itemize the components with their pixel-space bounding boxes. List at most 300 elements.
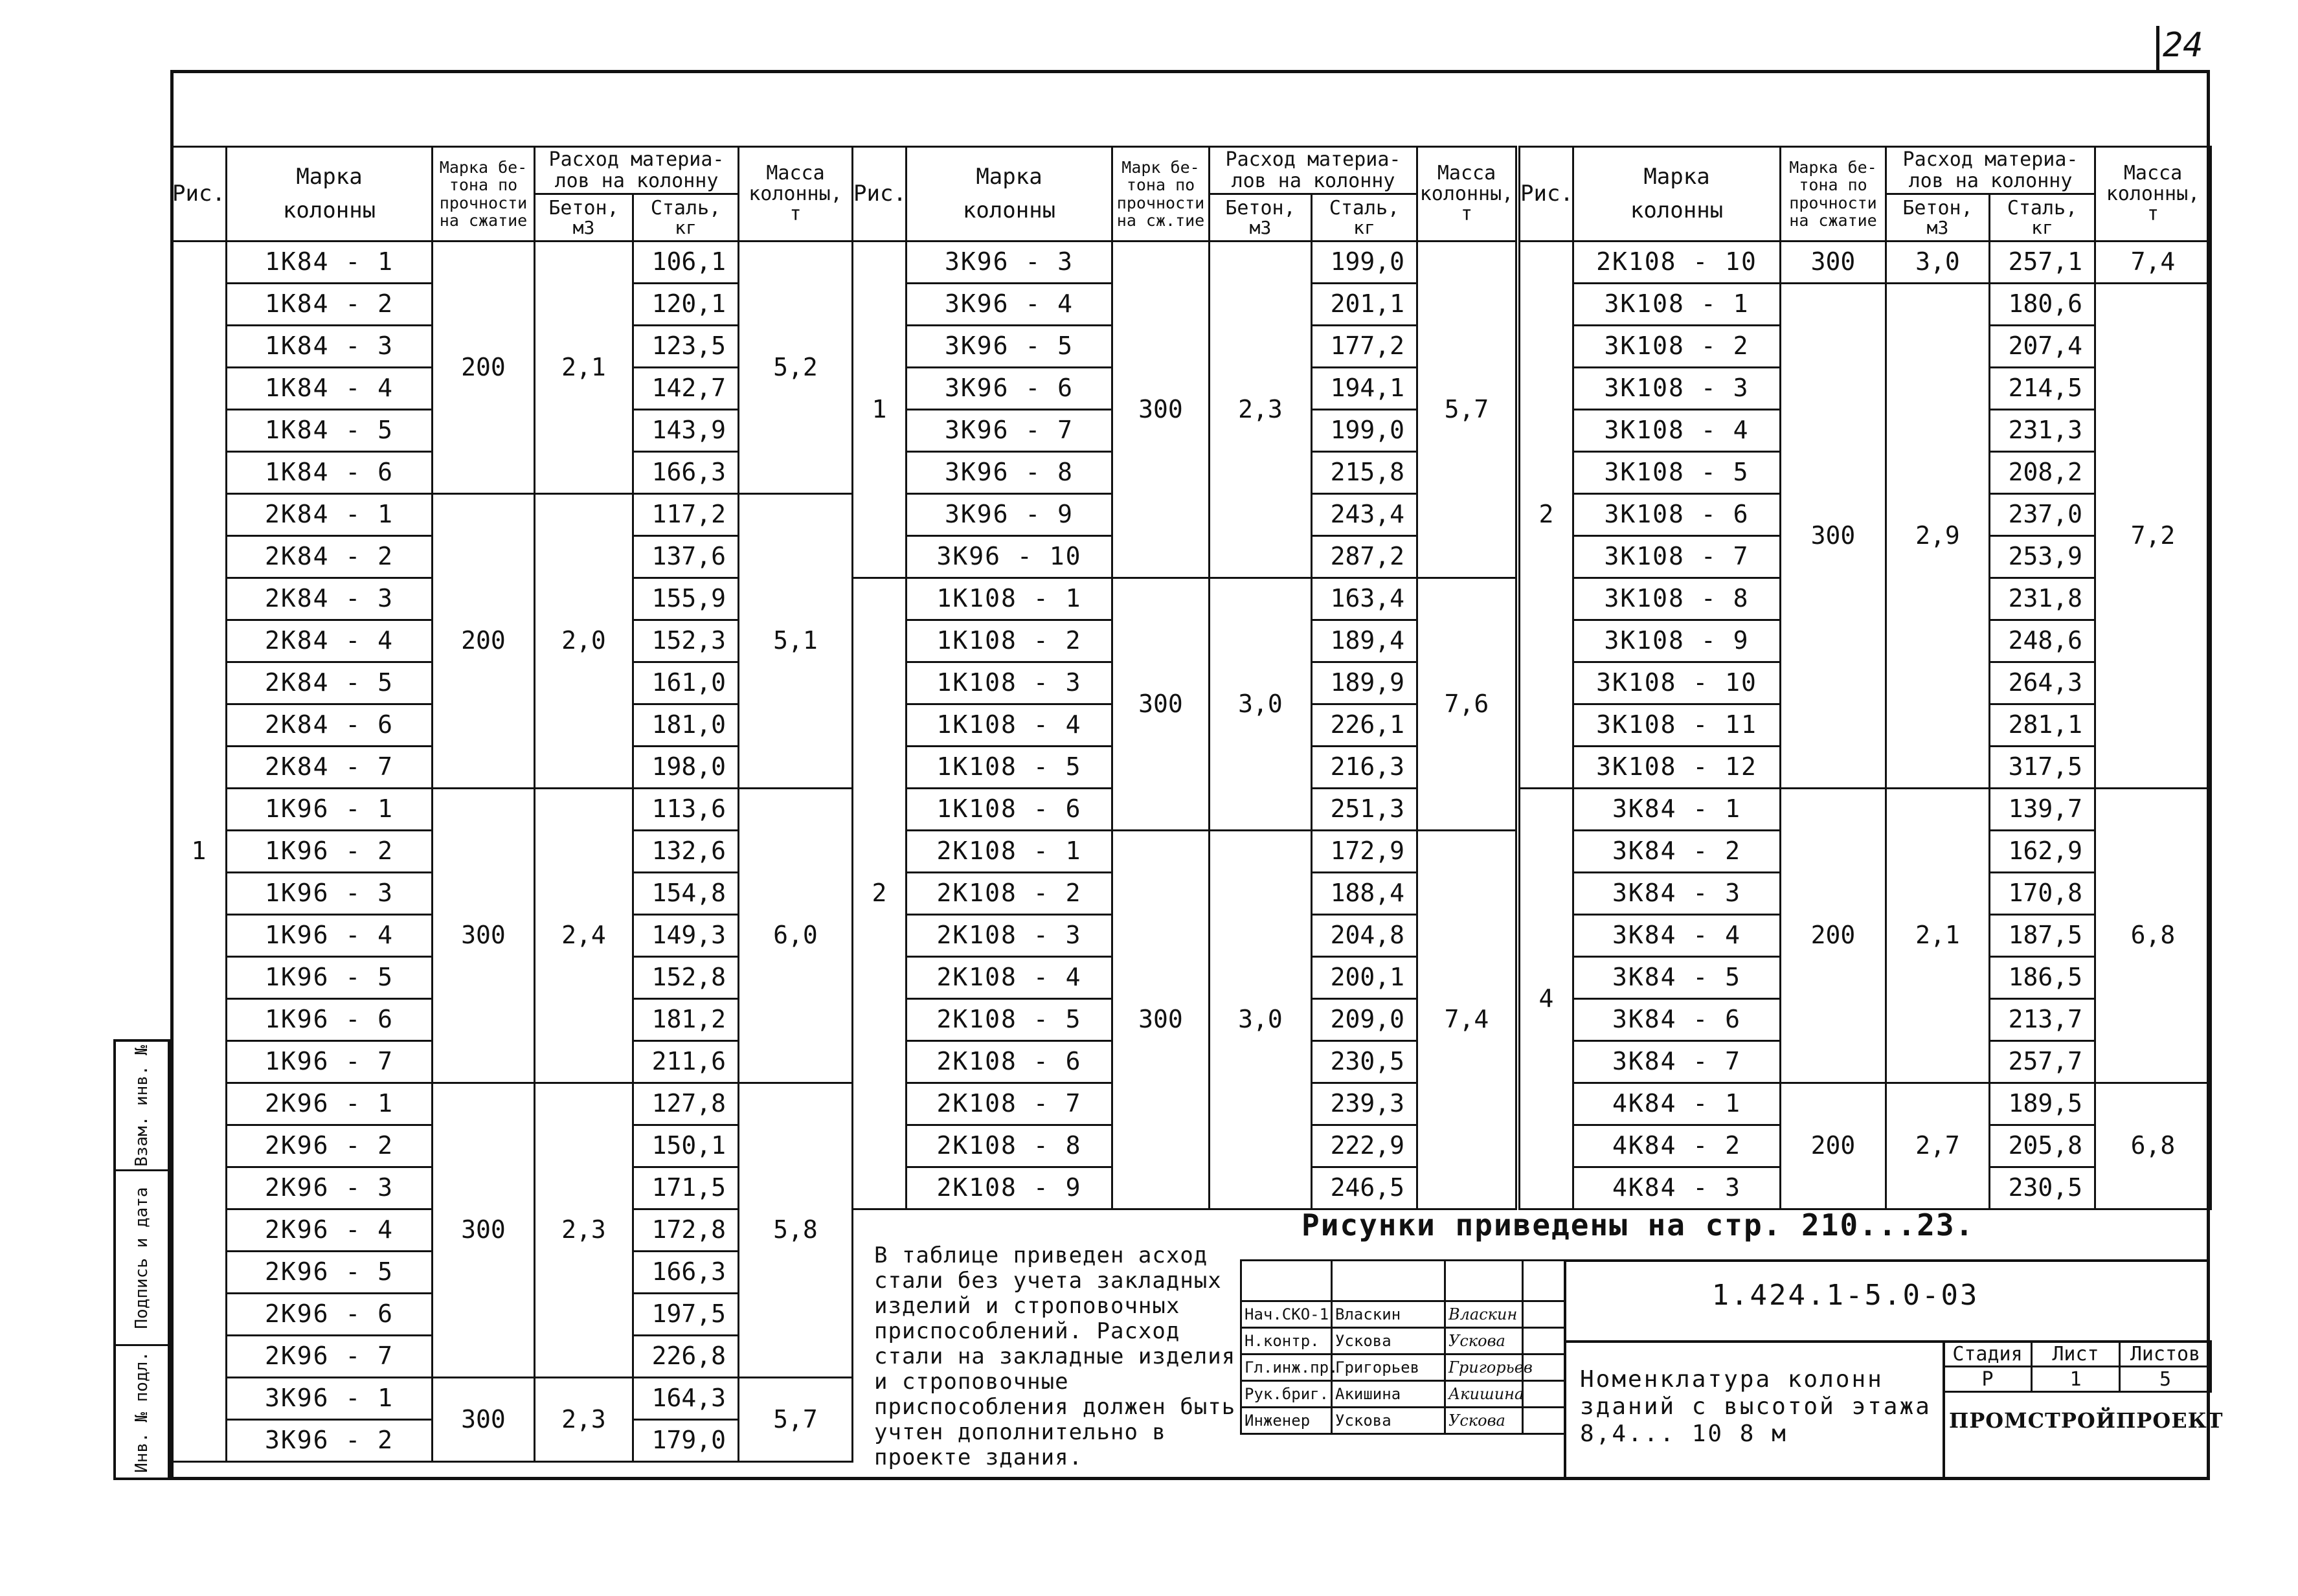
header-grade-line: на сжатие bbox=[439, 211, 528, 230]
table-row bbox=[1520, 1083, 2211, 1125]
signature-name: Ускова bbox=[1332, 1408, 1445, 1434]
steel-weight: 231,3 bbox=[1990, 410, 2095, 452]
signature-row bbox=[1241, 1301, 1565, 1328]
header-steel-line: Сталь, bbox=[2007, 196, 2078, 219]
steel-weight: 189,9 bbox=[1312, 662, 1417, 704]
steel-weight: 123,5 bbox=[633, 326, 739, 368]
table-row bbox=[172, 1083, 853, 1125]
column-mark: 3К96 - 2 bbox=[227, 1420, 433, 1462]
concrete-grade: 300 bbox=[433, 1378, 535, 1462]
column-mark: 1К108 - 4 bbox=[907, 704, 1112, 747]
header-steel-unit: кг bbox=[2031, 217, 2053, 239]
column-mark: 3К96 - 5 bbox=[907, 326, 1112, 368]
figures-reference: Рисунки приведены на стр. 210...23. bbox=[1301, 1208, 1975, 1242]
header-material-usage bbox=[1886, 147, 2095, 194]
column-mark: 1К96 - 3 bbox=[227, 873, 433, 915]
table-row bbox=[1520, 284, 2211, 326]
header-concrete-grade bbox=[1112, 147, 1210, 242]
column-mark: 2К108 - 4 bbox=[907, 957, 1112, 999]
steel-weight: 180,6 bbox=[1990, 284, 2095, 326]
column-mass: 5,7 bbox=[739, 1378, 853, 1462]
header-grade-line: Марк бе- bbox=[1121, 157, 1200, 177]
header-usage-line: лов на колонну bbox=[1231, 170, 1395, 192]
column-mark: 2К96 - 5 bbox=[227, 1252, 433, 1294]
column-mark: 1К84 - 6 bbox=[227, 452, 433, 494]
table-row bbox=[1520, 789, 2211, 831]
column-mark: 1К84 - 5 bbox=[227, 410, 433, 452]
steel-weight: 163,4 bbox=[1312, 578, 1417, 620]
header-fig: Рис. bbox=[1520, 147, 1573, 242]
concrete-volume: 2,4 bbox=[535, 789, 633, 1083]
steel-weight: 231,8 bbox=[1990, 578, 2095, 620]
steel-weight: 198,0 bbox=[633, 747, 739, 789]
header-concrete-unit: м3 bbox=[572, 217, 595, 239]
column-mark: 3К108 - 7 bbox=[1573, 536, 1781, 578]
header-grade-line: на сжатие bbox=[1789, 211, 1877, 230]
column-mark: 2К108 - 5 bbox=[907, 999, 1112, 1041]
steel-weight: 179,0 bbox=[633, 1420, 739, 1462]
header-row bbox=[172, 147, 853, 194]
header-mass bbox=[739, 147, 853, 242]
header-steel bbox=[1990, 194, 2095, 242]
column-mark: 2К96 - 3 bbox=[227, 1167, 433, 1209]
header-usage-line: лов на колонну bbox=[1908, 170, 2073, 192]
header-steel-line: Сталь, bbox=[1329, 196, 1400, 219]
table-row bbox=[172, 242, 853, 284]
signature-role: Н.контр. bbox=[1241, 1328, 1332, 1354]
table-row bbox=[172, 1378, 853, 1420]
concrete-grade: 200 bbox=[433, 494, 535, 789]
header-grade-line: тона по bbox=[1126, 175, 1195, 194]
steel-weight: 186,5 bbox=[1990, 957, 2095, 999]
header-usage-line: Расход материа- bbox=[1225, 148, 1401, 171]
column-mark: 1К84 - 2 bbox=[227, 284, 433, 326]
column-mark: 3К96 - 8 bbox=[907, 452, 1112, 494]
steel-weight: 143,9 bbox=[633, 410, 739, 452]
steel-weight: 200,1 bbox=[1312, 957, 1417, 999]
header-grade-line: Марка бе- bbox=[1789, 157, 1877, 177]
steel-weight: 164,3 bbox=[633, 1378, 739, 1420]
column-mark: 1К84 - 1 bbox=[227, 242, 433, 284]
steel-weight: 181,2 bbox=[633, 999, 739, 1041]
column-mark: 1К96 - 2 bbox=[227, 831, 433, 873]
steel-weight: 281,1 bbox=[1990, 704, 2095, 747]
concrete-volume: 2,3 bbox=[535, 1083, 633, 1378]
column-mark: 3К96 - 6 bbox=[907, 368, 1112, 410]
steel-note: В таблице приведен асход стали без учета закладных изделий и строповочных приспособлений. Расход стали на закладные изделия и строповочные приспособления должен быть учтен дополнительно в проекте здания. bbox=[874, 1242, 1236, 1470]
fig-number: 1 bbox=[853, 242, 907, 578]
stage-label: Стадия bbox=[1944, 1342, 2032, 1367]
steel-weight: 207,4 bbox=[1990, 326, 2095, 368]
signature-block bbox=[1240, 1259, 1566, 1435]
steel-weight: 162,9 bbox=[1990, 831, 2095, 873]
column-mark: 2К108 - 9 bbox=[907, 1167, 1112, 1209]
header-mass-line: Масса bbox=[766, 162, 825, 185]
column-mass: 5,7 bbox=[1417, 242, 1516, 578]
header-grade-line: прочности bbox=[1116, 193, 1205, 212]
sheet-label: Лист bbox=[2032, 1342, 2120, 1367]
sheets-label: Листов bbox=[2120, 1342, 2211, 1367]
steel-weight: 120,1 bbox=[633, 284, 739, 326]
steel-weight: 199,0 bbox=[1312, 242, 1417, 284]
steel-weight: 150,1 bbox=[633, 1125, 739, 1167]
header-usage-line: Расход материа- bbox=[548, 148, 725, 171]
header-steel-line: Сталь, bbox=[650, 196, 721, 219]
column-mark: 3К108 - 4 bbox=[1573, 410, 1781, 452]
column-mark: 2К108 - 6 bbox=[907, 1041, 1112, 1083]
steel-weight: 226,1 bbox=[1312, 704, 1417, 747]
header-grade-line: тона по bbox=[449, 175, 518, 194]
steel-weight: 239,3 bbox=[1312, 1083, 1417, 1125]
signature-name: Власкин bbox=[1332, 1301, 1445, 1328]
column-mark: 2К84 - 3 bbox=[227, 578, 433, 620]
side-label-replace: Взам. инв. № bbox=[132, 1044, 152, 1167]
concrete-volume: 3,0 bbox=[1210, 831, 1312, 1209]
steel-weight: 189,4 bbox=[1312, 620, 1417, 662]
column-mark: 3К96 - 7 bbox=[907, 410, 1112, 452]
header-mass-line: т bbox=[1460, 203, 1473, 226]
sheet-number-bar bbox=[2156, 26, 2159, 71]
steel-weight: 230,5 bbox=[1990, 1167, 2095, 1209]
header-concrete-unit: м3 bbox=[1926, 217, 1949, 239]
organization-name: ПРОМСТРОЙПРОЕКТ bbox=[1949, 1408, 2224, 1433]
column-mark: 1К108 - 1 bbox=[907, 578, 1112, 620]
concrete-grade: 200 bbox=[1781, 1083, 1886, 1209]
header-concrete bbox=[535, 194, 633, 242]
concrete-volume: 2,3 bbox=[535, 1378, 633, 1462]
side-cell-inventory bbox=[116, 1346, 168, 1478]
signature-row bbox=[1241, 1408, 1565, 1434]
steel-weight: 253,9 bbox=[1990, 536, 2095, 578]
table-row bbox=[1520, 242, 2211, 284]
column-mark: 2К84 - 7 bbox=[227, 747, 433, 789]
concrete-volume: 2,0 bbox=[535, 494, 633, 789]
header-mark bbox=[907, 147, 1112, 242]
steel-weight: 226,8 bbox=[633, 1336, 739, 1378]
column-mass: 6,0 bbox=[739, 789, 853, 1083]
table-row bbox=[172, 789, 853, 831]
steel-weight: 172,8 bbox=[633, 1209, 739, 1252]
column-mark: 4К84 - 3 bbox=[1573, 1167, 1781, 1209]
header-fig: Рис. bbox=[172, 147, 227, 242]
header-mass-line: т bbox=[789, 203, 802, 226]
steel-weight: 187,5 bbox=[1990, 915, 2095, 957]
sheet-number: 24 bbox=[2163, 26, 2203, 65]
steel-weight: 237,0 bbox=[1990, 494, 2095, 536]
header-mark-line2: колонны bbox=[962, 197, 1056, 223]
header-mark-line2: колонны bbox=[1630, 197, 1724, 223]
columns-table-2 bbox=[851, 146, 1517, 1210]
steel-weight: 209,0 bbox=[1312, 999, 1417, 1041]
steel-weight: 171,5 bbox=[633, 1167, 739, 1209]
column-mark: 1К108 - 2 bbox=[907, 620, 1112, 662]
column-mark: 1К96 - 6 bbox=[227, 999, 433, 1041]
steel-weight: 213,7 bbox=[1990, 999, 2095, 1041]
side-label-signature: Подпись и дата bbox=[132, 1186, 152, 1329]
concrete-grade: 300 bbox=[1781, 242, 1886, 284]
column-mark: 3К84 - 6 bbox=[1573, 999, 1781, 1041]
steel-weight: 216,3 bbox=[1312, 747, 1417, 789]
column-mark: 3К96 - 4 bbox=[907, 284, 1112, 326]
column-mark: 2К108 - 7 bbox=[907, 1083, 1112, 1125]
column-mark: 2К96 - 1 bbox=[227, 1083, 433, 1125]
signature-mark: Акишина bbox=[1445, 1381, 1523, 1408]
column-mark: 3К96 - 9 bbox=[907, 494, 1112, 536]
signature-role: Инженер bbox=[1241, 1408, 1332, 1434]
steel-weight: 170,8 bbox=[1990, 873, 2095, 915]
column-mark: 1К108 - 6 bbox=[907, 789, 1112, 831]
column-mark: 2К96 - 2 bbox=[227, 1125, 433, 1167]
column-mass: 6,8 bbox=[2095, 789, 2211, 1083]
steel-weight: 222,9 bbox=[1312, 1125, 1417, 1167]
header-concrete bbox=[1210, 194, 1312, 242]
header-concrete-grade bbox=[433, 147, 535, 242]
header-usage-line: Расход материа- bbox=[1902, 148, 2078, 171]
columns-table-1 bbox=[170, 146, 853, 1463]
signature-name: Ускова bbox=[1332, 1328, 1445, 1354]
signature-mark: Власкин bbox=[1445, 1301, 1523, 1328]
header-grade-line: Марка бе- bbox=[439, 157, 528, 177]
stage-value: Р bbox=[1944, 1367, 2032, 1392]
steel-weight: 243,4 bbox=[1312, 494, 1417, 536]
signature-mark: Григорьев bbox=[1445, 1354, 1523, 1381]
signature-role: Рук.бриг. bbox=[1241, 1381, 1332, 1408]
signature-row bbox=[1241, 1328, 1565, 1354]
header-row bbox=[1520, 147, 2211, 194]
header-steel-unit: кг bbox=[675, 217, 697, 239]
column-mark: 3К96 - 10 bbox=[907, 536, 1112, 578]
steel-weight: 211,6 bbox=[633, 1041, 739, 1083]
header-mass-line: Масса bbox=[2123, 162, 2183, 185]
column-mark: 3К108 - 10 bbox=[1573, 662, 1781, 704]
header-mark-line2: колонны bbox=[282, 197, 376, 223]
steel-weight: 155,9 bbox=[633, 578, 739, 620]
steel-weight: 214,5 bbox=[1990, 368, 2095, 410]
header-row bbox=[853, 147, 1516, 194]
header-mass bbox=[1417, 147, 1516, 242]
steel-weight: 208,2 bbox=[1990, 452, 2095, 494]
fig-number: 2 bbox=[853, 578, 907, 1209]
column-mark: 3К108 - 5 bbox=[1573, 452, 1781, 494]
steel-weight: 251,3 bbox=[1312, 789, 1417, 831]
steel-weight: 161,0 bbox=[633, 662, 739, 704]
steel-weight: 166,3 bbox=[633, 452, 739, 494]
column-mark: 3К108 - 12 bbox=[1573, 747, 1781, 789]
steel-weight: 189,5 bbox=[1990, 1083, 2095, 1125]
column-mark: 1К84 - 3 bbox=[227, 326, 433, 368]
sheet-value: 1 bbox=[2032, 1367, 2120, 1392]
header-mass-line: колонны, bbox=[749, 182, 842, 205]
column-mark: 2К96 - 4 bbox=[227, 1209, 433, 1252]
header-mark bbox=[227, 147, 433, 242]
steel-weight: 230,5 bbox=[1312, 1041, 1417, 1083]
concrete-grade: 300 bbox=[433, 789, 535, 1083]
organization-divider bbox=[1943, 1340, 1945, 1480]
stage-block bbox=[1943, 1340, 2212, 1393]
document-code: 1.424.1-5.0-03 bbox=[1711, 1279, 1979, 1312]
column-mark: 3К84 - 4 bbox=[1573, 915, 1781, 957]
header-material-usage bbox=[535, 147, 739, 194]
steel-weight: 248,6 bbox=[1990, 620, 2095, 662]
steel-weight: 106,1 bbox=[633, 242, 739, 284]
column-mark: 3К108 - 2 bbox=[1573, 326, 1781, 368]
column-mark: 3К108 - 11 bbox=[1573, 704, 1781, 747]
column-mark: 3К108 - 6 bbox=[1573, 494, 1781, 536]
steel-weight: 201,1 bbox=[1312, 284, 1417, 326]
header-grade-line: прочности bbox=[439, 193, 528, 212]
column-mark: 1К96 - 1 bbox=[227, 789, 433, 831]
column-mark: 1К84 - 4 bbox=[227, 368, 433, 410]
column-mass: 7,4 bbox=[2095, 242, 2211, 284]
side-cell-replace bbox=[116, 1042, 168, 1171]
concrete-grade: 300 bbox=[1781, 284, 1886, 789]
column-mark: 1К108 - 5 bbox=[907, 747, 1112, 789]
side-stamp bbox=[113, 1039, 170, 1480]
column-mark: 2К108 - 8 bbox=[907, 1125, 1112, 1167]
header-steel-unit: кг bbox=[1353, 217, 1375, 239]
column-mark: 2К96 - 7 bbox=[227, 1336, 433, 1378]
column-mass: 5,2 bbox=[739, 242, 853, 494]
steel-weight: 199,0 bbox=[1312, 410, 1417, 452]
column-mass: 7,6 bbox=[1417, 578, 1516, 831]
steel-weight: 154,8 bbox=[633, 873, 739, 915]
columns-table-3 bbox=[1518, 146, 2212, 1210]
header-concrete-line: Бетон, bbox=[1225, 196, 1296, 219]
concrete-grade: 200 bbox=[1781, 789, 1886, 1083]
concrete-volume: 3,0 bbox=[1210, 578, 1312, 831]
header-concrete-line: Бетон, bbox=[1902, 196, 1973, 219]
column-mark: 2К108 - 10 bbox=[1573, 242, 1781, 284]
fig-number: 1 bbox=[172, 242, 227, 1462]
signature-name: Акишина bbox=[1332, 1381, 1445, 1408]
column-mass: 7,4 bbox=[1417, 831, 1516, 1209]
column-mass: 6,8 bbox=[2095, 1083, 2211, 1209]
header-usage-line: лов на колонну bbox=[554, 170, 719, 192]
signature-date bbox=[1523, 1328, 1565, 1354]
header-grade-line: тона по bbox=[1799, 175, 1867, 194]
column-mark: 4К84 - 2 bbox=[1573, 1125, 1781, 1167]
header-mass-line: т bbox=[2146, 203, 2159, 226]
steel-weight: 152,8 bbox=[633, 957, 739, 999]
table-row bbox=[853, 578, 1516, 620]
column-mark: 2К96 - 6 bbox=[227, 1294, 433, 1336]
header-grade-line: прочности bbox=[1789, 193, 1877, 212]
header-mass-line: колонны, bbox=[1419, 182, 1514, 205]
steel-weight: 113,6 bbox=[633, 789, 739, 831]
column-mark: 4К84 - 1 bbox=[1573, 1083, 1781, 1125]
column-mass: 5,1 bbox=[739, 494, 853, 789]
header-fig: Рис. bbox=[853, 147, 907, 242]
column-mark: 3К108 - 3 bbox=[1573, 368, 1781, 410]
concrete-grade: 200 bbox=[433, 242, 535, 494]
header-steel bbox=[1312, 194, 1417, 242]
column-mark: 3К84 - 1 bbox=[1573, 789, 1781, 831]
header-mark-line1: Марка bbox=[1643, 163, 1710, 190]
steel-weight: 132,6 bbox=[633, 831, 739, 873]
column-mark: 2К108 - 3 bbox=[907, 915, 1112, 957]
header-concrete-unit: м3 bbox=[1249, 217, 1272, 239]
column-mark: 3К96 - 3 bbox=[907, 242, 1112, 284]
concrete-volume: 2,1 bbox=[1886, 789, 1990, 1083]
steel-weight: 177,2 bbox=[1312, 326, 1417, 368]
header-steel bbox=[633, 194, 739, 242]
steel-weight: 257,1 bbox=[1990, 242, 2095, 284]
column-mark: 3К96 - 1 bbox=[227, 1378, 433, 1420]
header-grade-line: на сж.тие bbox=[1116, 211, 1205, 230]
steel-weight: 139,7 bbox=[1990, 789, 2095, 831]
column-mass: 7,2 bbox=[2095, 284, 2211, 789]
signature-row bbox=[1241, 1381, 1565, 1408]
steel-weight: 166,3 bbox=[633, 1252, 739, 1294]
steel-weight: 137,6 bbox=[633, 536, 739, 578]
side-label-inventory: Инв. № подл. bbox=[132, 1351, 152, 1473]
steel-weight: 197,5 bbox=[633, 1294, 739, 1336]
header-mass-line: колонны, bbox=[2106, 182, 2200, 205]
steel-weight: 117,2 bbox=[633, 494, 739, 536]
concrete-grade: 300 bbox=[1112, 242, 1210, 578]
steel-weight: 215,8 bbox=[1312, 452, 1417, 494]
column-mark: 3К84 - 3 bbox=[1573, 873, 1781, 915]
column-mark: 1К96 - 7 bbox=[227, 1041, 433, 1083]
header-mark-line1: Марка bbox=[976, 163, 1042, 190]
column-mark: 2К84 - 4 bbox=[227, 620, 433, 662]
steel-weight: 149,3 bbox=[633, 915, 739, 957]
column-mark: 1К96 - 5 bbox=[227, 957, 433, 999]
table-row bbox=[853, 242, 1516, 284]
column-mark: 2К84 - 1 bbox=[227, 494, 433, 536]
steel-weight: 205,8 bbox=[1990, 1125, 2095, 1167]
signature-role: Нач.СКО-1 bbox=[1241, 1301, 1332, 1328]
column-mass: 5,8 bbox=[739, 1083, 853, 1378]
header-material-usage bbox=[1210, 147, 1417, 194]
column-mark: 2К84 - 5 bbox=[227, 662, 433, 704]
steel-weight: 287,2 bbox=[1312, 536, 1417, 578]
concrete-volume: 3,0 bbox=[1886, 242, 1990, 284]
concrete-volume: 2,3 bbox=[1210, 242, 1312, 578]
sheets-value: 5 bbox=[2120, 1367, 2211, 1392]
table-row bbox=[172, 494, 853, 536]
steel-weight: 204,8 bbox=[1312, 915, 1417, 957]
concrete-volume: 2,9 bbox=[1886, 284, 1990, 789]
concrete-volume: 2,7 bbox=[1886, 1083, 1990, 1209]
concrete-grade: 300 bbox=[433, 1083, 535, 1378]
steel-weight: 172,9 bbox=[1312, 831, 1417, 873]
side-cell-signature bbox=[116, 1171, 168, 1346]
signature-row bbox=[1241, 1354, 1565, 1381]
column-mark: 3К108 - 8 bbox=[1573, 578, 1781, 620]
signature-date bbox=[1523, 1381, 1565, 1408]
header-concrete bbox=[1886, 194, 1990, 242]
steel-weight: 194,1 bbox=[1312, 368, 1417, 410]
steel-weight: 127,8 bbox=[633, 1083, 739, 1125]
header-mark-line1: Марка bbox=[296, 163, 363, 190]
steel-weight: 152,3 bbox=[633, 620, 739, 662]
signature-date bbox=[1523, 1301, 1565, 1328]
column-mark: 2К108 - 2 bbox=[907, 873, 1112, 915]
concrete-grade: 300 bbox=[1112, 831, 1210, 1209]
header-concrete-grade bbox=[1781, 147, 1886, 242]
concrete-volume: 2,1 bbox=[535, 242, 633, 494]
signature-mark: Ускова bbox=[1445, 1408, 1523, 1434]
concrete-grade: 300 bbox=[1112, 578, 1210, 831]
column-mark: 2К108 - 1 bbox=[907, 831, 1112, 873]
column-mark: 3К108 - 9 bbox=[1573, 620, 1781, 662]
column-mark: 1К96 - 4 bbox=[227, 915, 433, 957]
header-mass-line: Масса bbox=[1437, 162, 1496, 185]
header-mass bbox=[2095, 147, 2211, 242]
column-mark: 2К84 - 2 bbox=[227, 536, 433, 578]
column-mark: 3К84 - 5 bbox=[1573, 957, 1781, 999]
